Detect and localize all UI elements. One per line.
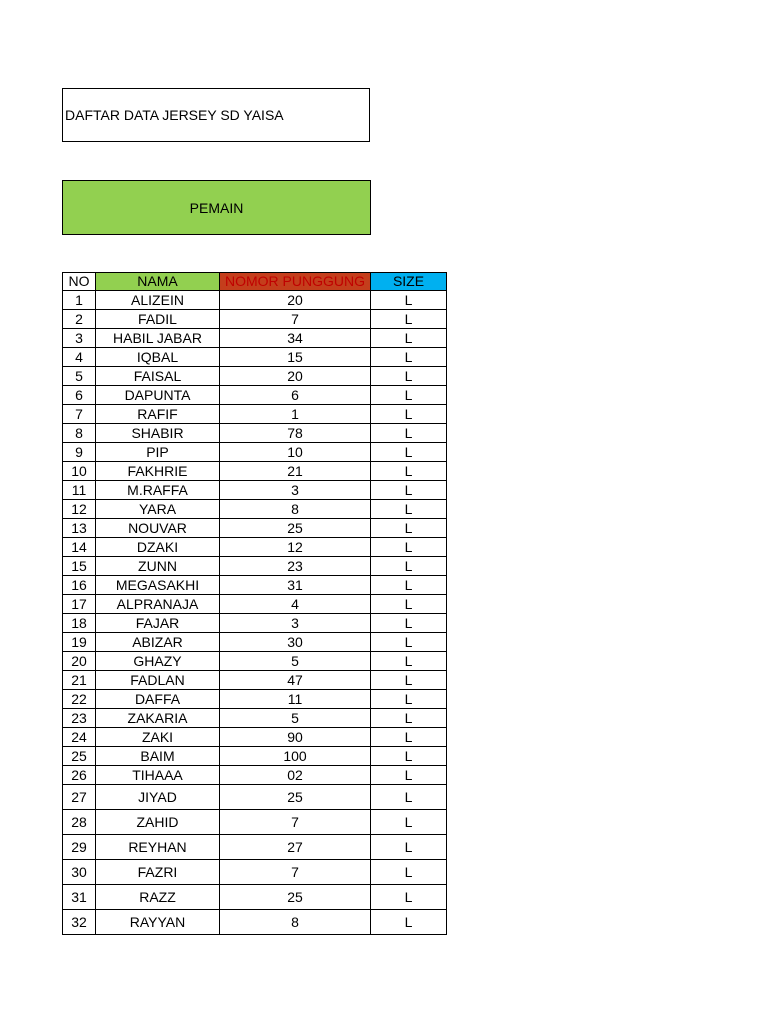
cell-size: L: [371, 329, 447, 348]
section-label: PEMAIN: [189, 199, 244, 216]
cell-no: 12: [63, 500, 96, 519]
cell-no: 23: [63, 709, 96, 728]
cell-size: L: [371, 462, 447, 481]
cell-name: ZUNN: [96, 557, 220, 576]
cell-size: L: [371, 690, 447, 709]
table-row: [63, 614, 447, 633]
cell-no: 15: [63, 557, 96, 576]
cell-number: 25: [220, 519, 371, 538]
cell-no: 10: [63, 462, 96, 481]
jersey-table: [62, 272, 447, 935]
cell-no: 11: [63, 481, 96, 500]
cell-no: 17: [63, 595, 96, 614]
table-row: [63, 910, 447, 935]
cell-size: L: [371, 652, 447, 671]
cell-name: ZAKARIA: [96, 709, 220, 728]
cell-no: 31: [63, 885, 96, 910]
table-row: [63, 709, 447, 728]
cell-no: 16: [63, 576, 96, 595]
table-row: [63, 443, 447, 462]
cell-size: L: [371, 709, 447, 728]
table-row: [63, 785, 447, 810]
cell-number: 02: [220, 766, 371, 785]
cell-number: 7: [220, 810, 371, 835]
cell-no: 22: [63, 690, 96, 709]
cell-no: 24: [63, 728, 96, 747]
cell-no: 29: [63, 835, 96, 860]
table-row: [63, 367, 447, 386]
cell-name: TIHAAA: [96, 766, 220, 785]
cell-size: L: [371, 576, 447, 595]
cell-number: 100: [220, 747, 371, 766]
cell-size: L: [371, 671, 447, 690]
cell-size: L: [371, 481, 447, 500]
cell-number: 7: [220, 860, 371, 885]
cell-number: 5: [220, 709, 371, 728]
cell-no: 4: [63, 348, 96, 367]
cell-number: 20: [220, 291, 371, 310]
table-row: [63, 348, 447, 367]
cell-name: IQBAL: [96, 348, 220, 367]
cell-number: 30: [220, 633, 371, 652]
cell-number: 4: [220, 595, 371, 614]
table-row: [63, 747, 447, 766]
header-name: NAMA: [96, 273, 220, 291]
cell-size: L: [371, 424, 447, 443]
cell-number: 27: [220, 835, 371, 860]
cell-size: L: [371, 291, 447, 310]
table-row: [63, 885, 447, 910]
cell-number: 31: [220, 576, 371, 595]
cell-size: L: [371, 810, 447, 835]
cell-no: 7: [63, 405, 96, 424]
cell-name: HABIL JABAR: [96, 329, 220, 348]
cell-name: FAKHRIE: [96, 462, 220, 481]
cell-no: 2: [63, 310, 96, 329]
table-row: [63, 835, 447, 860]
cell-name: M.RAFFA: [96, 481, 220, 500]
table-row: [63, 329, 447, 348]
table-row: [63, 557, 447, 576]
table-row: [63, 728, 447, 747]
cell-number: 6: [220, 386, 371, 405]
table-body: [63, 291, 447, 935]
cell-no: 6: [63, 386, 96, 405]
cell-size: L: [371, 519, 447, 538]
cell-number: 5: [220, 652, 371, 671]
cell-no: 20: [63, 652, 96, 671]
cell-number: 10: [220, 443, 371, 462]
cell-name: REYHAN: [96, 835, 220, 860]
table-row: [63, 519, 447, 538]
section-header-box: [62, 180, 371, 235]
cell-number: 3: [220, 614, 371, 633]
table-row: [63, 766, 447, 785]
cell-name: PIP: [96, 443, 220, 462]
table-row: [63, 633, 447, 652]
table-row: [63, 538, 447, 557]
cell-number: 23: [220, 557, 371, 576]
cell-size: L: [371, 633, 447, 652]
cell-number: 25: [220, 885, 371, 910]
cell-size: L: [371, 405, 447, 424]
table-row: [63, 405, 447, 424]
cell-no: 14: [63, 538, 96, 557]
cell-no: 26: [63, 766, 96, 785]
cell-number: 8: [220, 500, 371, 519]
cell-size: L: [371, 595, 447, 614]
cell-number: 78: [220, 424, 371, 443]
cell-size: L: [371, 310, 447, 329]
cell-no: 9: [63, 443, 96, 462]
table-row: [63, 424, 447, 443]
cell-number: 21: [220, 462, 371, 481]
header-no: NO: [63, 273, 96, 291]
cell-no: 28: [63, 810, 96, 835]
cell-name: RAYYAN: [96, 910, 220, 935]
table-row: [63, 386, 447, 405]
cell-no: 18: [63, 614, 96, 633]
cell-size: L: [371, 766, 447, 785]
cell-name: SHABIR: [96, 424, 220, 443]
cell-name: NOUVAR: [96, 519, 220, 538]
cell-no: 13: [63, 519, 96, 538]
cell-size: L: [371, 747, 447, 766]
cell-no: 25: [63, 747, 96, 766]
cell-name: RAFIF: [96, 405, 220, 424]
document-title-box: [62, 88, 370, 142]
cell-size: L: [371, 835, 447, 860]
cell-size: L: [371, 860, 447, 885]
table-row: [63, 671, 447, 690]
cell-name: BAIM: [96, 747, 220, 766]
cell-size: L: [371, 614, 447, 633]
cell-name: DZAKI: [96, 538, 220, 557]
cell-name: FADIL: [96, 310, 220, 329]
cell-no: 19: [63, 633, 96, 652]
table-row: [63, 481, 447, 500]
cell-number: 8: [220, 910, 371, 935]
header-size: SIZE: [371, 273, 447, 291]
cell-name: YARA: [96, 500, 220, 519]
cell-size: L: [371, 728, 447, 747]
table-row: [63, 690, 447, 709]
cell-size: L: [371, 386, 447, 405]
table-row: [63, 310, 447, 329]
table-row: [63, 500, 447, 519]
table-row: [63, 291, 447, 310]
table-row: [63, 576, 447, 595]
cell-no: 27: [63, 785, 96, 810]
cell-no: 32: [63, 910, 96, 935]
cell-name: FAJAR: [96, 614, 220, 633]
cell-name: MEGASAKHI: [96, 576, 220, 595]
cell-no: 1: [63, 291, 96, 310]
cell-name: FAISAL: [96, 367, 220, 386]
cell-no: 3: [63, 329, 96, 348]
cell-name: RAZZ: [96, 885, 220, 910]
table-row: [63, 810, 447, 835]
cell-name: DAPUNTA: [96, 386, 220, 405]
cell-name: ABIZAR: [96, 633, 220, 652]
cell-size: L: [371, 500, 447, 519]
cell-number: 7: [220, 310, 371, 329]
header-number: NOMOR PUNGGUNG: [220, 273, 371, 291]
cell-name: ALPRANAJA: [96, 595, 220, 614]
cell-size: L: [371, 785, 447, 810]
table-row: [63, 462, 447, 481]
cell-size: L: [371, 367, 447, 386]
cell-number: 47: [220, 671, 371, 690]
cell-name: ZAKI: [96, 728, 220, 747]
cell-number: 11: [220, 690, 371, 709]
cell-size: L: [371, 557, 447, 576]
document-title: DAFTAR DATA JERSEY SD YAISA: [65, 107, 284, 123]
cell-name: DAFFA: [96, 690, 220, 709]
cell-size: L: [371, 443, 447, 462]
cell-size: L: [371, 910, 447, 935]
cell-name: JIYAD: [96, 785, 220, 810]
cell-no: 8: [63, 424, 96, 443]
cell-no: 21: [63, 671, 96, 690]
cell-size: L: [371, 348, 447, 367]
table-header-row: [63, 273, 447, 291]
cell-number: 25: [220, 785, 371, 810]
cell-number: 34: [220, 329, 371, 348]
cell-size: L: [371, 538, 447, 557]
table-row: [63, 860, 447, 885]
cell-number: 15: [220, 348, 371, 367]
cell-name: ALIZEIN: [96, 291, 220, 310]
cell-size: L: [371, 885, 447, 910]
table-row: [63, 595, 447, 614]
cell-no: 30: [63, 860, 96, 885]
cell-number: 1: [220, 405, 371, 424]
cell-name: FAZRI: [96, 860, 220, 885]
cell-name: ZAHID: [96, 810, 220, 835]
cell-number: 90: [220, 728, 371, 747]
cell-number: 3: [220, 481, 371, 500]
cell-name: GHAZY: [96, 652, 220, 671]
table-row: [63, 652, 447, 671]
cell-no: 5: [63, 367, 96, 386]
cell-number: 20: [220, 367, 371, 386]
cell-name: FADLAN: [96, 671, 220, 690]
cell-number: 12: [220, 538, 371, 557]
